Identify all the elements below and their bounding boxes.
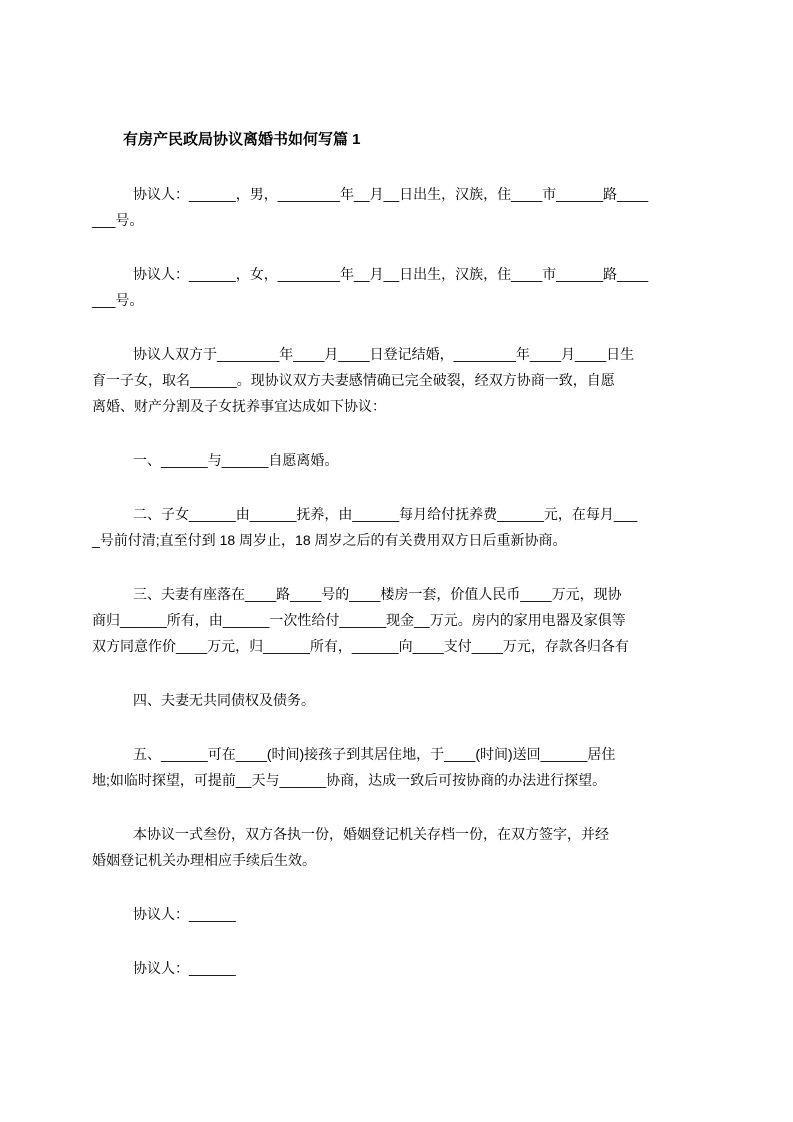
text-line: 一、______与______自愿离婚。 bbox=[133, 452, 339, 468]
text-line: 双方同意作价____万元，归______所有，______向____支付____万元，存款各归各有 bbox=[92, 638, 629, 654]
text-line: ___号。 bbox=[92, 292, 144, 308]
document-title: 有房产民政局协议离婚书如何写篇 1 bbox=[123, 131, 361, 148]
text-line: 四、夫妻无共同债权及债务。 bbox=[133, 692, 315, 708]
paragraph-marriage-intro bbox=[92, 341, 708, 419]
signature-line-party-b bbox=[92, 955, 708, 981]
paragraph-party-a bbox=[92, 181, 708, 233]
text-line: 离婚、财产分割及子女抚养事宜达成如下协议： bbox=[92, 398, 386, 414]
text-line: 地;如临时探望，可提前__天与______协商，达成一致后可按协商的办法进行探望。 bbox=[92, 772, 607, 788]
paragraph-clause-5 bbox=[92, 741, 708, 793]
text-line: 协议人：______ bbox=[133, 906, 236, 922]
text-line: 协议人双方于________年____月____日登记结婚，________年____月____日生 bbox=[133, 346, 635, 362]
text-line: 协议人：______，男，________年__月__日出生，汉族，住____市______路____ bbox=[133, 186, 649, 202]
signature-line-party-a bbox=[92, 901, 708, 927]
text-line: _号前付清;直至付到 18 周岁止，18 周岁之后的有关费用双方日后重新协商。 bbox=[92, 532, 567, 548]
text-line: 协议人：______ bbox=[133, 960, 236, 976]
paragraph-clause-4 bbox=[92, 687, 708, 713]
text-line: 三、夫妻有座落在____路____号的____楼房一套，价值人民币____万元，现协 bbox=[133, 586, 622, 602]
text-line: 二、子女______由______抚养，由______每月给付抚养费______元，在每月___ bbox=[133, 506, 638, 522]
text-line: 商归______所有，由______一次性给付______现金__万元。房内的家用电器及家俱等 bbox=[92, 612, 626, 628]
text-line: 本协议一式叁份，双方各执一份，婚姻登记机关存档一份，在双方签字，并经 bbox=[133, 826, 609, 842]
text-line: 育一子女，取名______。现协议双方夫妻感情确已完全破裂，经双方协商一致，自愿 bbox=[92, 372, 615, 388]
text-line: ___号。 bbox=[92, 212, 144, 228]
text-line: 协议人：______，女，________年__月__日出生，汉族，住____市______路____ bbox=[133, 266, 649, 282]
paragraph-copies-effect bbox=[92, 821, 708, 873]
paragraph-clause-2 bbox=[92, 501, 708, 553]
paragraph-clause-1 bbox=[92, 447, 708, 473]
paragraph-clause-3 bbox=[92, 581, 708, 659]
text-line: 五、______可在____(时间)接孩子到其居住地，于____(时间)送回______居住 bbox=[133, 746, 616, 762]
text-line: 婚姻登记机关办理相应手续后生效。 bbox=[92, 852, 316, 868]
paragraph-party-b bbox=[92, 261, 708, 313]
